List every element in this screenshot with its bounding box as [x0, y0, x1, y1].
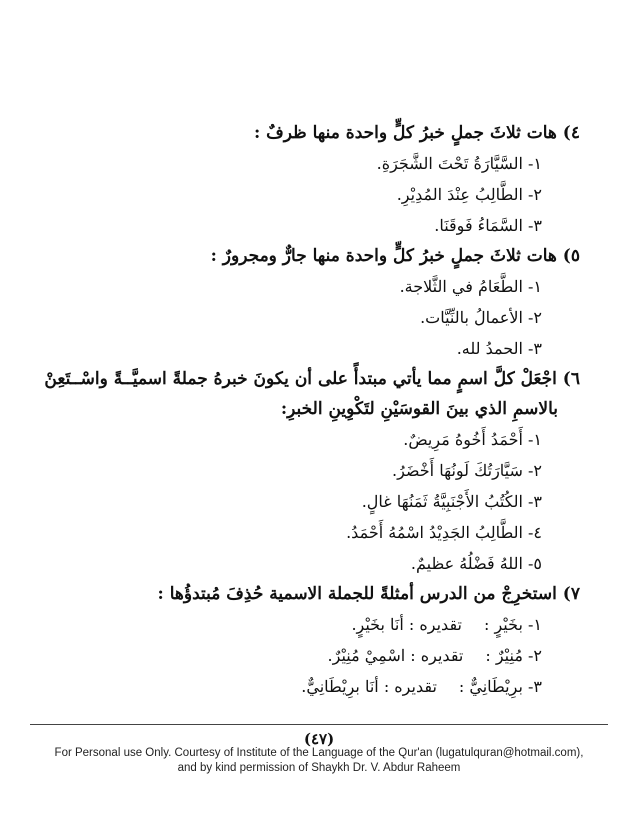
- answer-term: ٣- برِيْطَانِيٌّ :: [458, 677, 542, 696]
- answer-line: [60, 671, 542, 702]
- answer-line: ٢- الأعمالُ بالنِّيَّات.: [420, 308, 542, 327]
- answer-line: ٤- الطَّالِبُ الجَدِيْدُ اسْمُهُ أَحْمَدُ.: [346, 523, 542, 542]
- question-heading: ٤) هات ثلاثَ جملٍ خبرُ كلٍّ واحدة منها ظرفٌ :: [253, 123, 580, 143]
- answer-line: ٣- الحمدُ لله.: [456, 339, 542, 358]
- answer-term: ٢- مُنِيْرٌ :: [485, 646, 542, 665]
- answer-line: ١- السَّيَّارَةُ تَحْتَ الشَّجَرَةِ.: [376, 154, 542, 173]
- exercise-content: [44, 118, 580, 702]
- answer-line: ٢- الطَّالِبُ عِنْدَ المُدِيْرِ.: [396, 185, 542, 204]
- question-4: [60, 118, 580, 241]
- answer-line: [60, 609, 542, 640]
- answer-line: ١- الطَّعَامُ في الثَّلاجة.: [399, 277, 542, 296]
- answer-term: ١- بخَيْرٍ :: [484, 615, 542, 634]
- question-7: [60, 579, 580, 702]
- footer-credit: [0, 746, 638, 776]
- answer-line: ١- أَحْمَدُ أَخُوهُ مَرِيضٌ.: [403, 430, 542, 449]
- answer-estimate: تقديره : اسْمِيْ مُنِيْرٌ.: [327, 646, 464, 665]
- answer-estimate: تقديره : أنَا برِيْطَانِيٌّ.: [301, 677, 437, 696]
- question-heading: ٥) هات ثلاثَ جملٍ خبرُ كلٍّ واحدة منها جارٌّ ومجرورٌ :: [210, 246, 580, 266]
- answer-line: ٣- الكُتُبُ الأَجْنَبِيَّةُ ثَمَنُهَا غالٍ.: [361, 492, 542, 511]
- answer-line: ٢- سَيَّارَتُكَ لَونُهَا أَخْضَرُ.: [392, 461, 542, 480]
- question-5: [60, 241, 580, 364]
- answer-estimate: تقديره : أنَا بخَيْرٍ.: [351, 615, 462, 634]
- question-heading: ٧) استخرِجْ من الدرس أمثلةً للجملة الاسمية حُذِفَ مُبتدؤُها :: [157, 584, 580, 604]
- footer-divider: [30, 724, 608, 725]
- question-heading-continuation: بالاسمِ الذي بينَ القوسَيْنِ لتَكْوِينِ الخبرِ:: [280, 399, 558, 419]
- question-heading: ٦) اجْعَلْ كلَّ اسمٍ مما يأتي مبتدأً على أن يكونَ خبرهُ جملةً اسميَّــةً واسْــتَعِنْ: [44, 369, 580, 389]
- footer-line: For Personal use Only. Courtesy of Institute of the Language of the Qur'an (lugatulquran@hotmail.com),: [54, 747, 584, 759]
- footer-line: and by kind permission of Shaykh Dr. V. Abdur Raheem: [177, 762, 461, 774]
- answer-line: [60, 640, 542, 671]
- question-6: [44, 364, 580, 579]
- answer-line: ٣- السَّمَاءُ فَوقَنَا.: [434, 216, 542, 235]
- page-number: (٤٧): [303, 730, 335, 748]
- answer-line: ٥- اللهُ فَضْلُهُ عظيمٌ.: [410, 554, 542, 573]
